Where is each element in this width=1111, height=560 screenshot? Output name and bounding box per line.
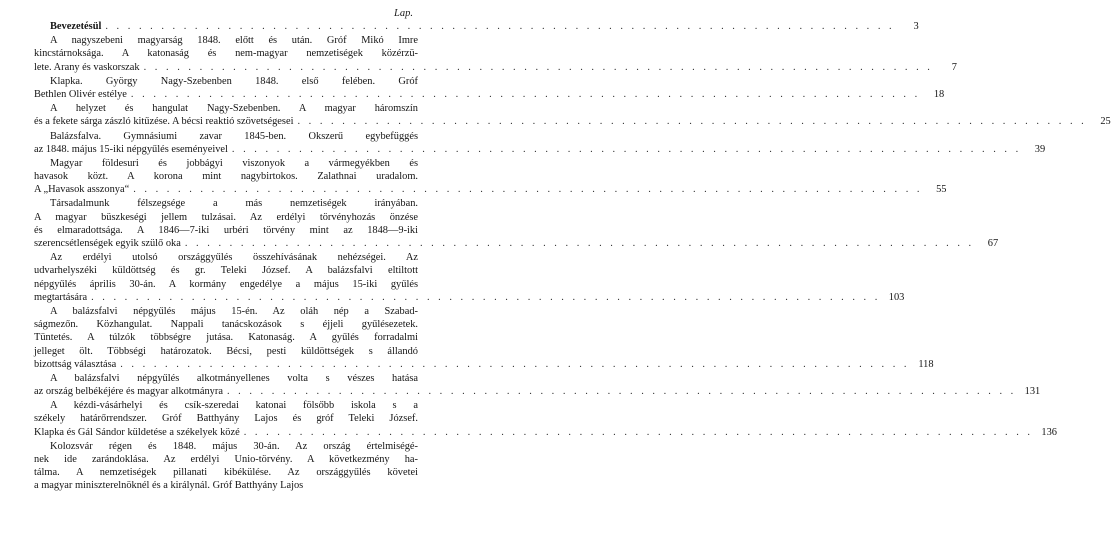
dot-leader: . . . . . . . . . . . . . . . . . . . . . . . . . . . . . . . . . . . . . . . . . . . . . . . . . . . . . . . . . . . . . . . . . . . . . . . [133,184,923,196]
toc-entry-line: tálma. A nemzetiségek pillanati kibékülése. Az országgyűlés követei [34,467,418,479]
page-column-header: Lap. [394,8,413,19]
toc-entry-line: Balázsfalva. Gymnásiumi zavar 1845-ben. Okszerű egybefüggés [50,130,418,142]
toc-entry-line: és elmaradottsága. A 1846—7-iki urbéri törvény mint az 1848—9-iki [34,224,418,236]
toc-entry [34,251,905,304]
toc-entry-line [34,61,957,74]
dot-leader: . . . . . . . . . . . . . . . . . . . . . . . . . . . . . . . . . . . . . . . . . . . . . . . . . . . . . . . . . . . . . . . . . . . . . . . [120,358,910,370]
toc-entry-line [34,426,1057,439]
toc-entry [34,399,1057,439]
toc-entry-line: nek ide zarándoklása. Az erdélyi Unio-törvény. A következmény ha- [34,454,418,465]
toc-entry-text: Klapka és Gál Sándor küldetése a székelyek közé [34,426,240,438]
dot-leader: . . . . . . . . . . . . . . . . . . . . . . . . . . . . . . . . . . . . . . . . . . . . . . . . . . . . . . . . . . . . . . . . . . . . . . . [184,238,975,249]
toc-entry-line: Kolozsvár régen és 1848. május 30-án. Az ország értelmiségé- [50,440,418,452]
toc-entry [34,197,999,250]
table-of-contents [34,20,1111,494]
toc-entry-line: A balázsfalvi népgyűlés május 15-én. Az oláh nép a Szabad- [50,305,418,317]
toc-page-number: 18 [933,88,945,100]
toc-entry-line: Az erdélyi utolsó országgyűlés összehívásának nehézségei. Az [50,252,418,264]
toc-entry-line [34,183,947,196]
toc-entry-text: az ország belbékéjére és magyar alkotmányra [34,386,223,398]
toc-entry-text: megtartására [34,291,88,303]
toc-entry-line [34,385,1041,398]
dot-leader: . . . . . . . . . . . . . . . . . . . . . . . . . . . . . . . . . . . . . . . . . . . . . . . . . . . . . . . . . . . . . . . . . . . . . . . [91,291,881,303]
toc-entry [34,157,947,197]
toc-entry [34,102,1111,128]
toc-entry-line: A magyar büszkeségi jellem tulzásai. Az erdélyi törvényhozás önzése [34,211,418,223]
toc-entry-line: A kézdi-vásárhelyi és csík-szeredai katonai fölsőbb iskola s a [50,400,418,412]
toc-entry [34,20,919,33]
toc-page-number: 67 [987,238,999,249]
toc-page-number: 3 [913,21,919,32]
toc-page-number: 55 [936,184,947,196]
toc-entry-line: Klapka. György Nagy-Szebenben 1848. első felében. Gróf [50,75,418,87]
toc-entry [34,75,945,101]
toc-page-number: 136 [1041,426,1057,438]
toc-entry-line [34,143,1046,156]
dot-leader: . . . . . . . . . . . . . . . . . . . . . . . . . . . . . . . . . . . . . . . . . . . . . . . . . . . . . . . . . . . . . . . . . . . . . . . [226,386,1017,398]
toc-entry-line: kincstárnoksága. A katonaság és nem-magyar nemzetiségek közérzü- [34,48,418,60]
toc-entry [34,372,1041,398]
dot-leader: . . . . . . . . . . . . . . . . . . . . . . . . . . . . . . . . . . . . . . . . . . . . . . . . . . . . . . . . . . . . . . . . . . . . . . . [231,143,1022,155]
toc-page-number: 118 [918,358,934,370]
toc-entry-text: lete. Arany és vaskorszak [34,61,140,73]
toc-entry-text: A „Havasok asszonya“ [34,184,130,196]
toc-page-number: 39 [1034,143,1046,155]
toc-entry-line: udvarhelyszéki küldöttség és gr. Teleki József. A balázsfalvi eltiltott [34,265,418,277]
toc-entry-line [34,358,934,371]
toc-entry-line: Tüntetés. A túlzók többségre jutása. Katonaság. A gyűlés forradalmi [34,332,418,344]
toc-page-number: 7 [951,61,957,73]
toc-entry-text: bizottság választása [34,358,117,370]
toc-entry-text: Bethlen Olivér estélye [34,88,127,100]
toc-entry [34,130,1046,156]
dot-leader: . . . . . . . . . . . . . . . . . . . . . . . . . . . . . . . . . . . . . . . . . . . . . . . . . . . . . . . . . . . . . . . . . . . . . . . [297,116,1087,128]
toc-entry-line [34,115,1111,128]
toc-entry-line: ságmezőn. Közhangulat. Nappali tanácskozások s éjjeli gyűlésezetek. [34,319,418,331]
toc-page-number: 131 [1024,386,1041,398]
toc-entry [34,305,934,371]
toc-entry-line [34,20,919,33]
toc-entry-line: a magyar miniszterelnöknél és a királynál. Gróf Batthyány Lajos [34,480,304,492]
toc-entry-line: A balázsfalvi népgyűlés alkotmányellenes volta s vészes hatása [50,372,418,384]
toc-entry-line [34,291,905,304]
toc-entry-line: A nagyszebeni magyarság 1848. előtt és után. Gróf Mikó Imre [50,35,418,47]
toc-page-number: 103 [888,291,905,303]
toc-entry-line [34,237,999,250]
dot-leader: . . . . . . . . . . . . . . . . . . . . . . . . . . . . . . . . . . . . . . . . . . . . . . . . . . . . . . . . . . . . . . . . . . . . . . . [105,21,895,32]
dot-leader: . . . . . . . . . . . . . . . . . . . . . . . . . . . . . . . . . . . . . . . . . . . . . . . . . . . . . . . . . . . . . . . . . . . . . . . [243,426,1033,438]
toc-entry-text: és a fekete sárga zászló kitűzése. A bécsi reaktió szövetségesei [34,116,294,128]
toc-entry-line: székely határőrrendszer. Gróf Batthyány Lajos és gróf Teleki József. [34,413,418,425]
toc-entry-line [34,88,945,101]
toc-entry-text: az 1848. május 15-iki népgyűlés eseményeivel [34,143,228,155]
dot-leader: . . . . . . . . . . . . . . . . . . . . . . . . . . . . . . . . . . . . . . . . . . . . . . . . . . . . . . . . . . . . . . . . . . . . . . . [143,61,933,73]
toc-entry [34,34,957,74]
toc-entry-line: népgyűlés április 30-án. A kormány engedélye a május 15-iki gyűlés [34,278,418,290]
toc-entry-line: havasok közt. A korona mint nagybirtokos. Zalathnai uradalom. [34,171,418,183]
toc-entry-text: Bevezetésül [50,21,102,32]
toc-entry-line: A helyzet és hangulat Nagy-Szebenben. A magyar háromszín [50,103,418,115]
toc-entry-line: Magyar földesuri és jobbágyi viszonyok a vármegyékben és [50,157,418,169]
dot-leader: . . . . . . . . . . . . . . . . . . . . . . . . . . . . . . . . . . . . . . . . . . . . . . . . . . . . . . . . . . . . . . . . . . . . . . . [130,88,921,100]
toc-entry-line: Társadalmunk félszegsége a más nemzetiségek irányában. [50,198,418,210]
toc-entry [34,440,418,493]
toc-page-number: 25 [1100,116,1111,128]
toc-entry-text: szerencsétlenségek egyik szülő oka [34,238,181,249]
toc-entry-line: jelleget ölt. Többségi határozatok. Bécsi, pesti küldöttségek s állandó [34,345,418,357]
